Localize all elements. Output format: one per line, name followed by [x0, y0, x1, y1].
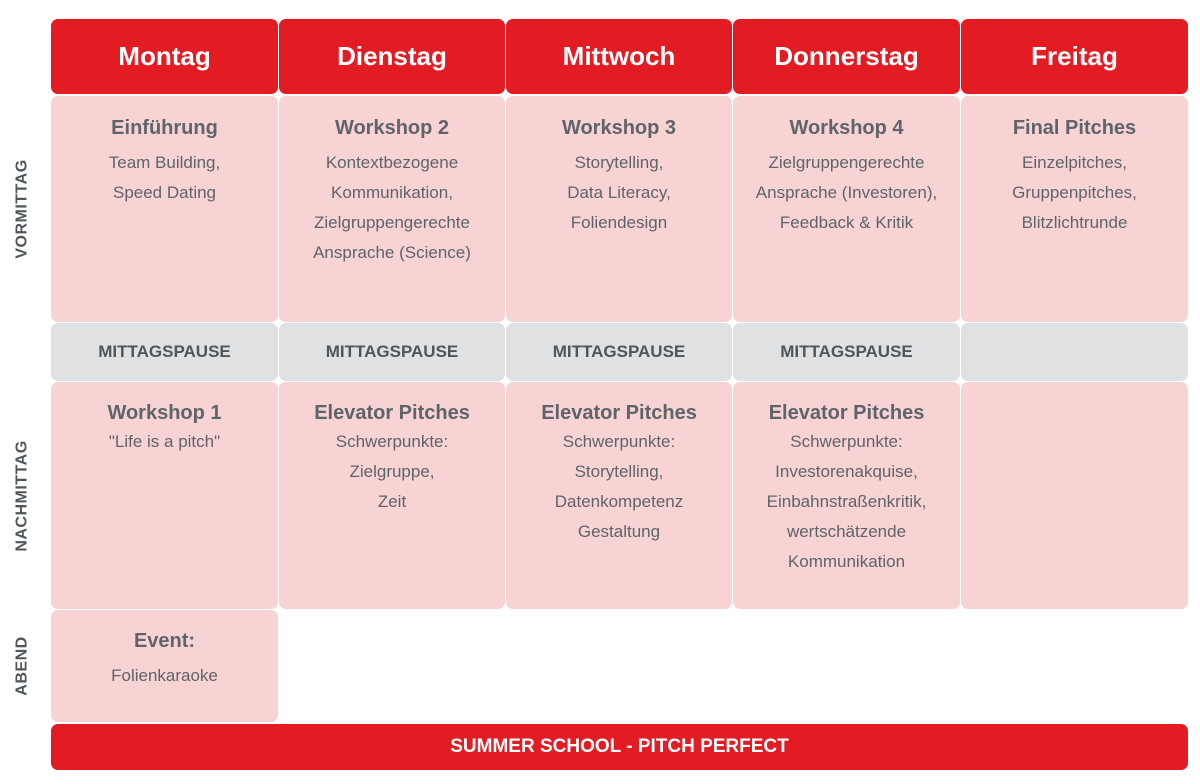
day-header-thursday: Donnerstag — [733, 19, 960, 94]
slot-title: Elevator Pitches — [768, 402, 925, 424]
slot-line: Ansprache (Investoren), — [755, 183, 938, 202]
slot-title: Workshop 1 — [107, 402, 222, 424]
slot-line: Zielgruppengerechte — [768, 153, 925, 172]
slot-title: Elevator Pitches — [314, 402, 470, 424]
lunch-break-wednesday: MITTAGSPAUSE — [506, 323, 732, 381]
afternoon-slot-wednesday — [506, 382, 732, 609]
slot-line: Kommunikation, — [331, 183, 453, 202]
slot-title: Workshop 2 — [334, 117, 450, 139]
slot-line: Kommunikation — [787, 552, 906, 571]
slot-line: Blitzlichtrunde — [1021, 213, 1128, 232]
slot-line: "Life is a pitch" — [108, 432, 221, 451]
slot-line: Gruppenpitches, — [1012, 183, 1137, 202]
slot-line: Kontextbezogene — [325, 153, 459, 172]
lunch-break-tuesday: MITTAGSPAUSE — [279, 323, 505, 381]
afternoon-slot-monday — [51, 382, 278, 609]
slot-line: Investorenakquise, — [775, 462, 918, 481]
slot-line: wertschätzende — [786, 522, 907, 541]
slot-line: Ansprache (Science) — [313, 243, 471, 262]
afternoon-slot-tuesday — [279, 382, 505, 609]
slot-title: Final Pitches — [1012, 117, 1137, 139]
afternoon-slot-friday-empty — [961, 382, 1188, 609]
evening-slot-monday — [51, 610, 278, 722]
lunch-break-thursday: MITTAGSPAUSE — [733, 323, 960, 381]
slot-line: Einzelpitches, — [1022, 153, 1127, 172]
morning-slot-monday — [51, 96, 278, 322]
day-header-friday: Freitag — [961, 19, 1188, 94]
morning-slot-friday — [961, 96, 1188, 322]
slot-line: Storytelling, — [574, 462, 664, 481]
slot-title: Workshop 3 — [561, 117, 677, 139]
period-label-afternoon: NACHMITTAG — [14, 439, 32, 552]
slot-title: Event: — [133, 630, 196, 652]
day-header-monday: Montag — [51, 19, 278, 94]
slot-title: Elevator Pitches — [541, 402, 697, 424]
lunch-break-monday: MITTAGSPAUSE — [51, 323, 278, 381]
slot-line: Folienkaraoke — [111, 666, 218, 685]
slot-line: Feedback & Kritik — [779, 213, 914, 232]
slot-line: Schwerpunkte: — [790, 432, 903, 451]
day-header-wednesday: Mittwoch — [506, 19, 732, 94]
period-label-morning: VORMITTAG — [14, 159, 31, 259]
slot-title: Einführung — [111, 117, 218, 139]
slot-line: Zeit — [377, 492, 407, 511]
footer-banner: SUMMER SCHOOL - PITCH PERFECT — [51, 724, 1188, 770]
slot-line: Team Building, — [108, 153, 221, 172]
slot-line: Zielgruppe, — [349, 462, 435, 481]
slot-line: Schwerpunkte: — [335, 432, 449, 451]
lunch-break-friday-empty — [961, 323, 1188, 381]
morning-slot-thursday — [733, 96, 960, 322]
slot-line: Schwerpunkte: — [562, 432, 676, 451]
morning-slot-wednesday — [506, 96, 732, 322]
day-header-tuesday: Dienstag — [279, 19, 505, 94]
slot-line: Data Literacy, — [567, 183, 671, 202]
slot-title: Workshop 4 — [789, 117, 904, 139]
slot-line: Storytelling, — [574, 153, 664, 172]
morning-slot-tuesday — [279, 96, 505, 322]
slot-line: Zielgruppengerechte — [314, 213, 470, 232]
slot-line: Speed Dating — [112, 183, 217, 202]
slot-line: Gestaltung — [577, 522, 661, 541]
slot-line: Foliendesign — [570, 213, 668, 232]
period-label-evening: ABEND — [14, 636, 32, 696]
slot-line: Einbahnstraßenkritik, — [766, 492, 927, 511]
slot-line: Datenkompetenz — [554, 492, 684, 511]
afternoon-slot-thursday — [733, 382, 960, 609]
